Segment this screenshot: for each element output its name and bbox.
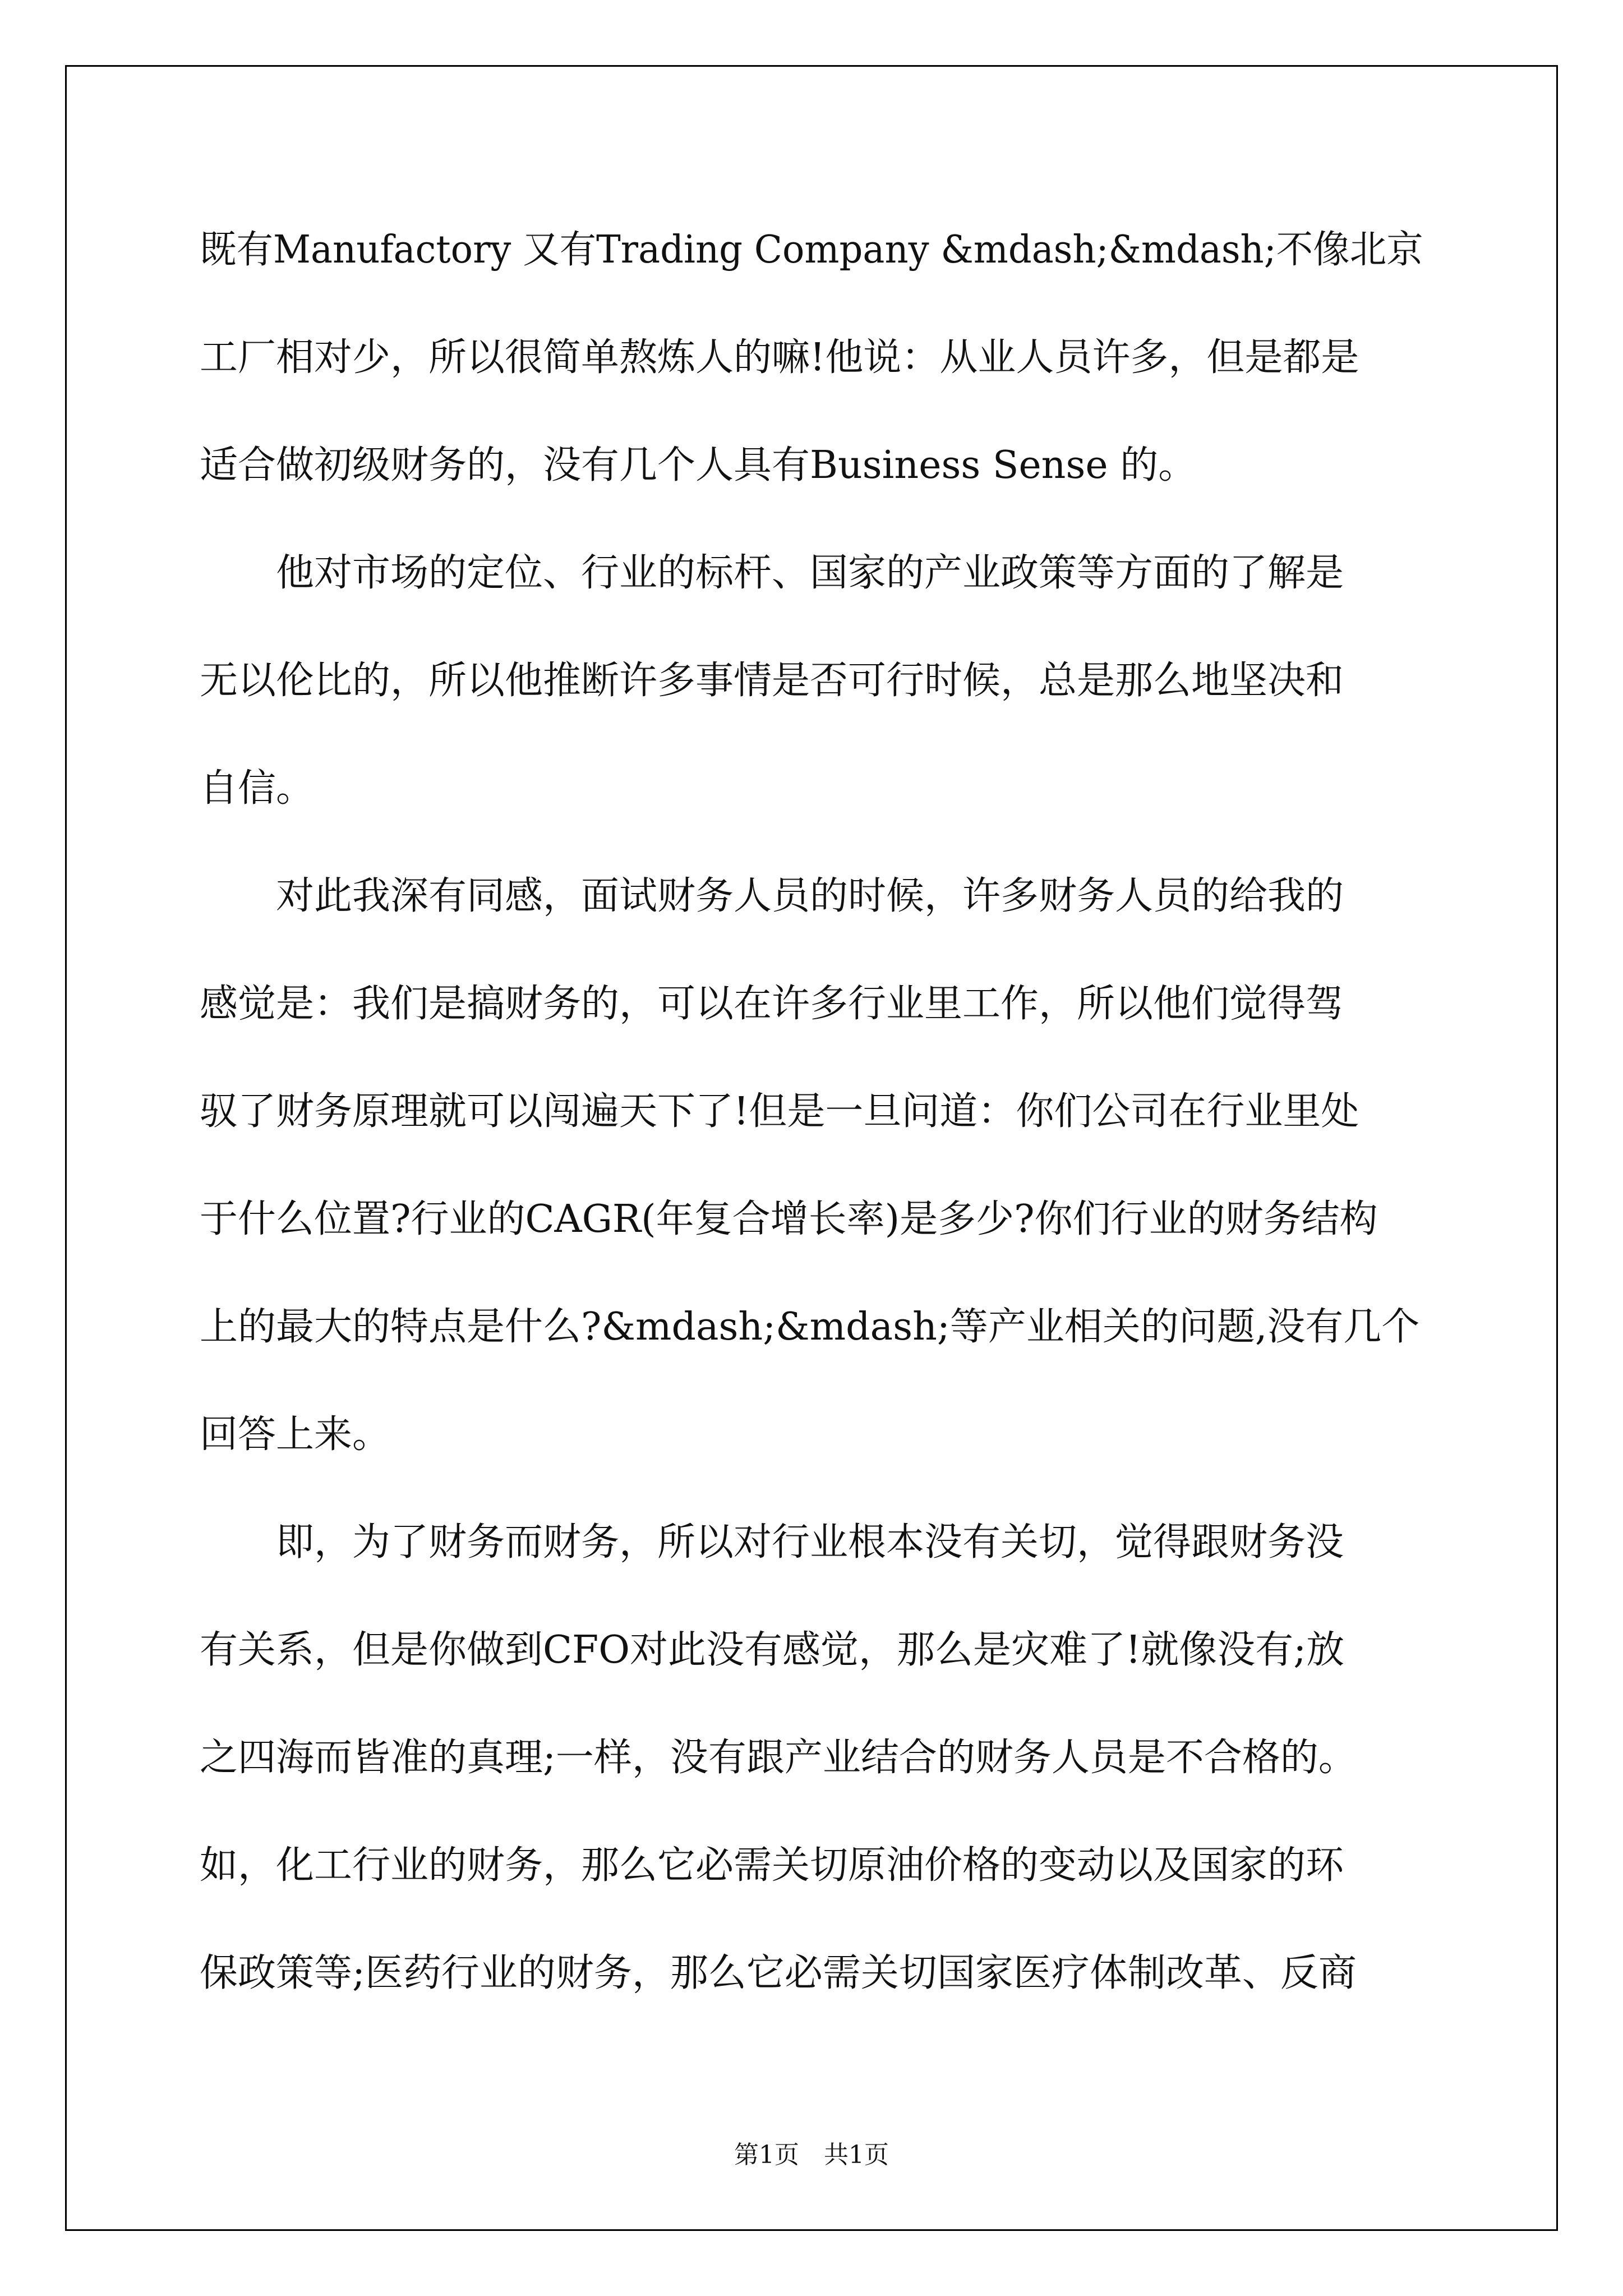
body-line-6: 自信。 — [200, 766, 315, 811]
body-line-13: 即，为了财务而财务，所以对行业根本没有关切，觉得跟财务没 — [200, 1520, 1344, 1565]
page-border — [65, 65, 1558, 2231]
body-line-17: 保政策等;医药行业的财务，那么它必需关切国家医疗体制改革、反商 — [200, 1951, 1357, 1995]
body-line-1: 既有Manufactory 又有Trading Company &mdash;&mdash;不像北京 — [200, 228, 1423, 272]
body-line-10: 于什么位置?行业的CAGR(年复合增长率)是多少?你们行业的财务结构 — [200, 1197, 1378, 1241]
body-line-11: 上的最大的特点是什么?&mdash;&mdash;等产业相关的问题,没有几个 — [200, 1305, 1420, 1349]
body-line-2: 工厂相对少，所以很简单熬炼人的嘛!他说：从业人员许多，但是都是 — [200, 335, 1359, 380]
body-line-14: 有关系，但是你做到CFO对此没有感觉，那么是灾难了!就像没有;放 — [200, 1628, 1345, 1672]
body-line-12: 回答上来。 — [200, 1412, 391, 1457]
body-line-8: 感觉是：我们是搞财务的，可以在许多行业里工作，所以他们觉得驾 — [200, 982, 1344, 1026]
body-line-3: 适合做初级财务的，没有几个人具有Business Sense 的。 — [200, 443, 1197, 487]
body-line-7: 对此我深有同感，面试财务人员的时候，许多财务人员的给我的 — [200, 874, 1344, 918]
body-line-5: 无以伦比的，所以他推断许多事情是否可行时候，总是那么地坚决和 — [200, 659, 1344, 703]
body-line-15: 之四海而皆准的真理;一样，没有跟产业结合的财务人员是不合格的。 — [200, 1736, 1357, 1780]
body-line-4: 他对市场的定位、行业的标杆、国家的产业政策等方面的了解是 — [200, 551, 1344, 595]
page-footer: 第1页 共1页 — [734, 2141, 889, 2169]
body-line-9: 驭了财务原理就可以闯遍天下了!但是一旦问道：你们公司在行业里处 — [200, 1089, 1359, 1134]
body-line-16: 如，化工行业的财务，那么它必需关切原油价格的变动以及国家的环 — [200, 1843, 1344, 1888]
